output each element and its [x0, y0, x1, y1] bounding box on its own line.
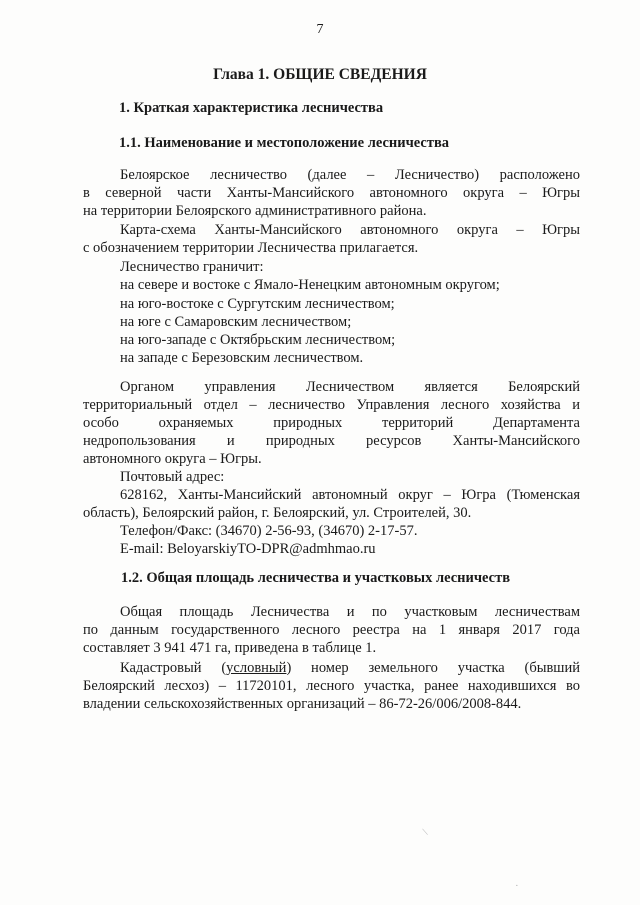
- para1-line-1: Белоярское лесничество (далее – Лесничество) расположено: [120, 167, 580, 183]
- border-item: на западе с Березовским лесничеством.: [120, 350, 364, 366]
- border-item: на юге с Самаровским лесничеством;: [120, 314, 352, 330]
- address-line-1: 628162, Ханты-Мансийский автономный округ – Югра (Тюменская: [120, 487, 580, 503]
- para3-line-2: территориальный отдел – лесничество Управления лесного хозяйства и: [83, 397, 580, 413]
- section-1-2-title: 1.2. Общая площадь лесничества и участковых лесничеств: [121, 570, 511, 586]
- underlined-word: условный: [226, 660, 287, 676]
- para1-line-3: на территории Белоярского административного района.: [83, 203, 427, 219]
- para4-line-2: по данным государственного лесного реестра на 1 января 2017 года: [83, 622, 580, 638]
- para3-line-5: автономного округа – Югры.: [83, 451, 262, 467]
- para2-line-1: Карта-схема Ханты-Мансийского автономного округа – Югры: [120, 222, 580, 238]
- para5-line-3: владении сельскохозяйственных организаций – 86-72-26/006/2008-844.: [83, 696, 522, 712]
- para4-line-3: составляет 3 941 471 га, приведена в таблице 1.: [83, 640, 377, 656]
- postal-label: Почтовый адрес:: [120, 469, 225, 485]
- para3-line-3: особо охраняемых природных территорий Департамента: [83, 415, 580, 431]
- section-1-title: 1. Краткая характеристика лесничества: [119, 100, 384, 116]
- phone: Телефон/Факс: (34670) 2-56-93, (34670) 2-17-57.: [120, 523, 418, 539]
- section-1-1-title: 1.1. Наименование и местоположение лесничества: [119, 135, 450, 151]
- para3-line-4: недропользования и природных ресурсов Ханты-Мансийского: [83, 433, 580, 449]
- para2-line-2: с обозначением территории Лесничества прилагается.: [83, 240, 419, 256]
- scan-mark: ·: [515, 880, 519, 892]
- border-item: на севере и востоке с Ямало-Ненецким автономным округом;: [120, 277, 500, 293]
- para5-line-1: Кадастровый (условный) номер земельного участка (бывший: [120, 660, 580, 676]
- para3-line-1: Органом управления Лесничеством является Белоярский: [120, 379, 580, 395]
- email: E-mail: BeloyarskiyTO-DPR@admhmao.ru: [120, 541, 376, 557]
- para4-line-1: Общая площадь Лесничества и по участковым лесничествам: [120, 604, 580, 620]
- border-item: на юго-востоке с Сургутским лесничеством;: [120, 296, 395, 312]
- para1-line-2: в северной части Ханты-Мансийского автономного округа – Югры: [83, 185, 580, 201]
- borders-intro: Лесничество граничит:: [120, 259, 264, 275]
- scan-mark: /: [419, 827, 432, 837]
- address-line-2: область), Белоярский район, г. Белоярский, ул. Строителей, 30.: [83, 505, 472, 521]
- para5-line-2: Белоярский лесхоз) – 11720101, лесного участка, ранее находившихся во: [83, 678, 580, 694]
- chapter-title: Глава 1. ОБЩИЕ СВЕДЕНИЯ: [213, 66, 427, 83]
- page-number: 7: [316, 22, 324, 37]
- border-item: на юго-западе с Октябрьским лесничеством;: [120, 332, 396, 348]
